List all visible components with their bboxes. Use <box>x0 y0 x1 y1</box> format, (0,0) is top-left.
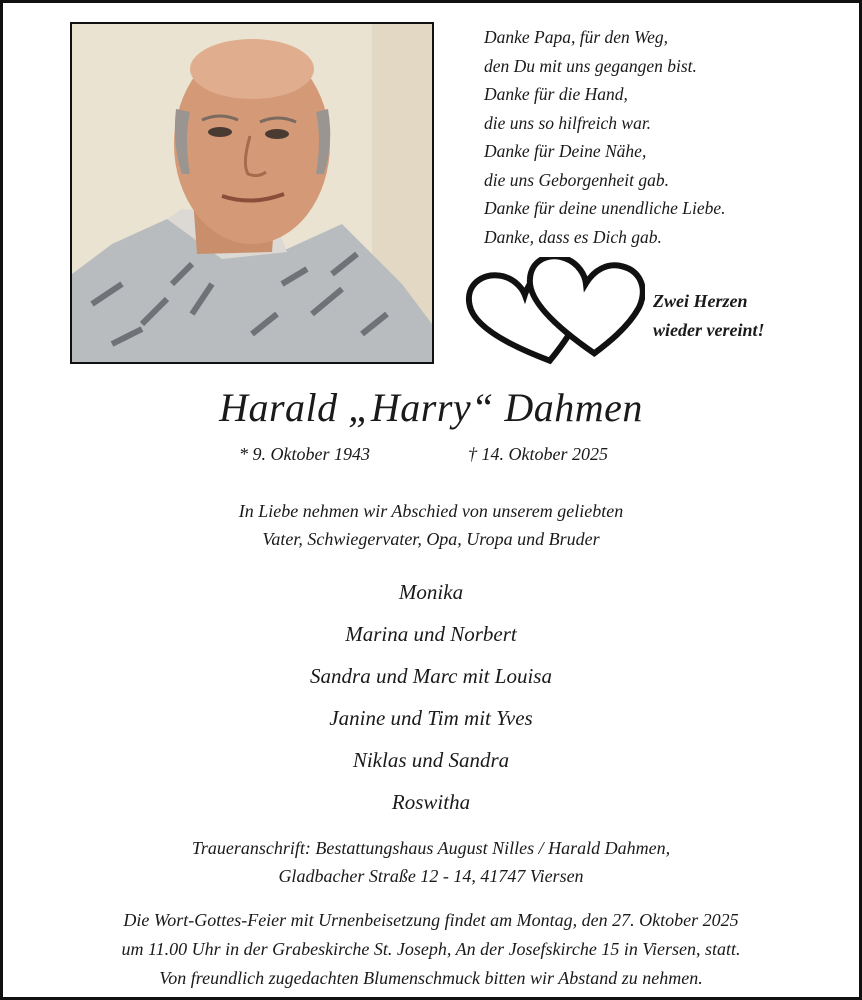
mourner-name: Marina und Norbert <box>345 622 517 646</box>
poem-line: die uns Geborgenheit gab. <box>484 169 670 190</box>
poem-line: die uns so hilfreich war. <box>484 112 652 133</box>
service-line: um 11.00 Uhr in der Grabeskirche St. Joseph, An der Josefskirche 15 in Viersen, statt. <box>121 939 741 959</box>
poem-line: Danke, dass es Dich gab. <box>484 226 662 247</box>
mourner-name: Monika <box>398 580 464 604</box>
mourner-name: Niklas und Sandra <box>352 748 510 772</box>
poem-line: den Du mit uns gegangen bist. <box>484 55 697 76</box>
motto <box>653 287 764 345</box>
death-date: † 14. Oktober 2025 <box>468 444 608 464</box>
mourner-name: Roswitha <box>391 790 471 814</box>
mourner-name: Sandra und Marc mit Louisa <box>310 664 552 688</box>
mourner-name: Janine und Tim mit Yves <box>329 706 533 730</box>
motto-line: Zwei Herzen <box>653 291 748 311</box>
poem-line: Danke Papa, für den Weg, <box>484 27 669 47</box>
deceased-name: Harald „Harry“ Dahmen <box>219 385 643 430</box>
address-line: Traueranschrift: Bestattungshaus August Nilles / Harald Dahmen, <box>191 838 671 858</box>
service-notice <box>3 906 859 993</box>
poem-line: Danke für Deine Nähe, <box>484 141 647 161</box>
birth-date: * 9. Oktober 1943 <box>239 444 370 464</box>
motto-line: wieder vereint! <box>653 320 765 340</box>
portrait-photo <box>70 22 434 364</box>
service-line: Von freundlich zugedachten Blumenschmuck bitten wir Abstand zu nehmen. <box>159 968 703 988</box>
mourning-address <box>3 834 859 890</box>
address-line: Gladbacher Straße 12 - 14, 41747 Viersen <box>278 866 584 886</box>
mourners-list <box>3 571 859 823</box>
two-hearts-icon <box>465 257 645 371</box>
poem-line: Danke für deine unendliche Liebe. <box>484 198 726 218</box>
poem <box>484 23 726 251</box>
service-line: Die Wort-Gottes-Feier mit Urnenbeisetzung findet am Montag, den 27. Oktober 2025 <box>123 910 739 930</box>
poem-line: Danke für die Hand, <box>484 84 628 104</box>
intro-line: Vater, Schwiegervater, Opa, Uropa und Bruder <box>262 529 600 549</box>
intro-line: In Liebe nehmen wir Abschied von unserem geliebten <box>238 501 624 521</box>
intro-text <box>3 497 859 553</box>
